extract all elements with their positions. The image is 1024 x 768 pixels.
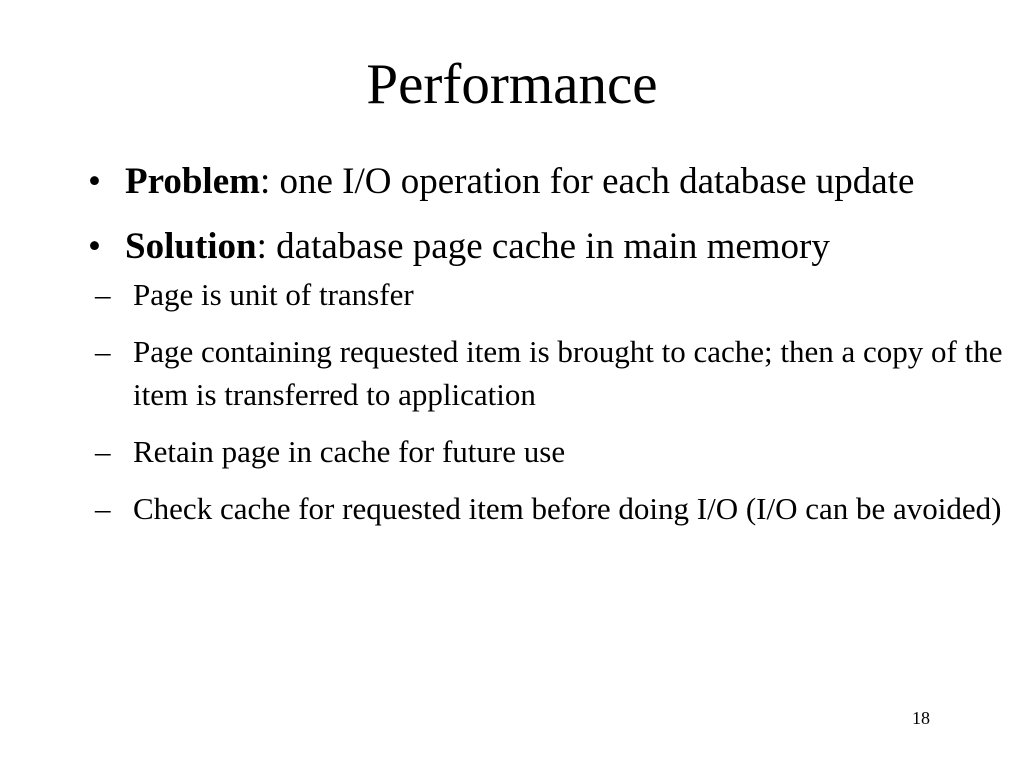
sub-bullet [95, 330, 1008, 416]
sub-bullet-text: Check cache for requested item before doing I/O (I/O can be avoided) [133, 491, 1002, 526]
bullet-text: : one I/O operation for each database update [259, 161, 915, 202]
bullet-solution [88, 222, 1008, 271]
sub-bullet [95, 487, 1008, 530]
bullet-list [88, 157, 1008, 530]
sub-bullet-text: Page is unit of transfer [133, 277, 414, 312]
slide-title: Performance [366, 53, 658, 116]
sub-bullet-marker: – [95, 491, 111, 526]
sub-bullet-text: Page containing requested item is brought to cache; then a copy of the item is transferred to application [133, 334, 1003, 412]
bullet-marker: • [88, 161, 101, 202]
bullet-marker: • [88, 226, 101, 267]
sub-bullet-list [95, 273, 1008, 530]
sub-bullet-marker: – [95, 334, 111, 369]
sub-bullet [95, 430, 1008, 473]
bullet-label: Solution [125, 226, 257, 267]
sub-bullet-marker: – [95, 277, 111, 312]
bullet-text: : database page cache in main memory [256, 226, 830, 267]
bullet-problem [88, 157, 1008, 206]
sub-bullet-marker: – [95, 434, 111, 469]
sub-bullet [95, 273, 1008, 316]
page-number: 18 [912, 708, 930, 728]
bullet-label: Problem [125, 161, 260, 202]
sub-bullet-text: Retain page in cache for future use [133, 434, 566, 469]
